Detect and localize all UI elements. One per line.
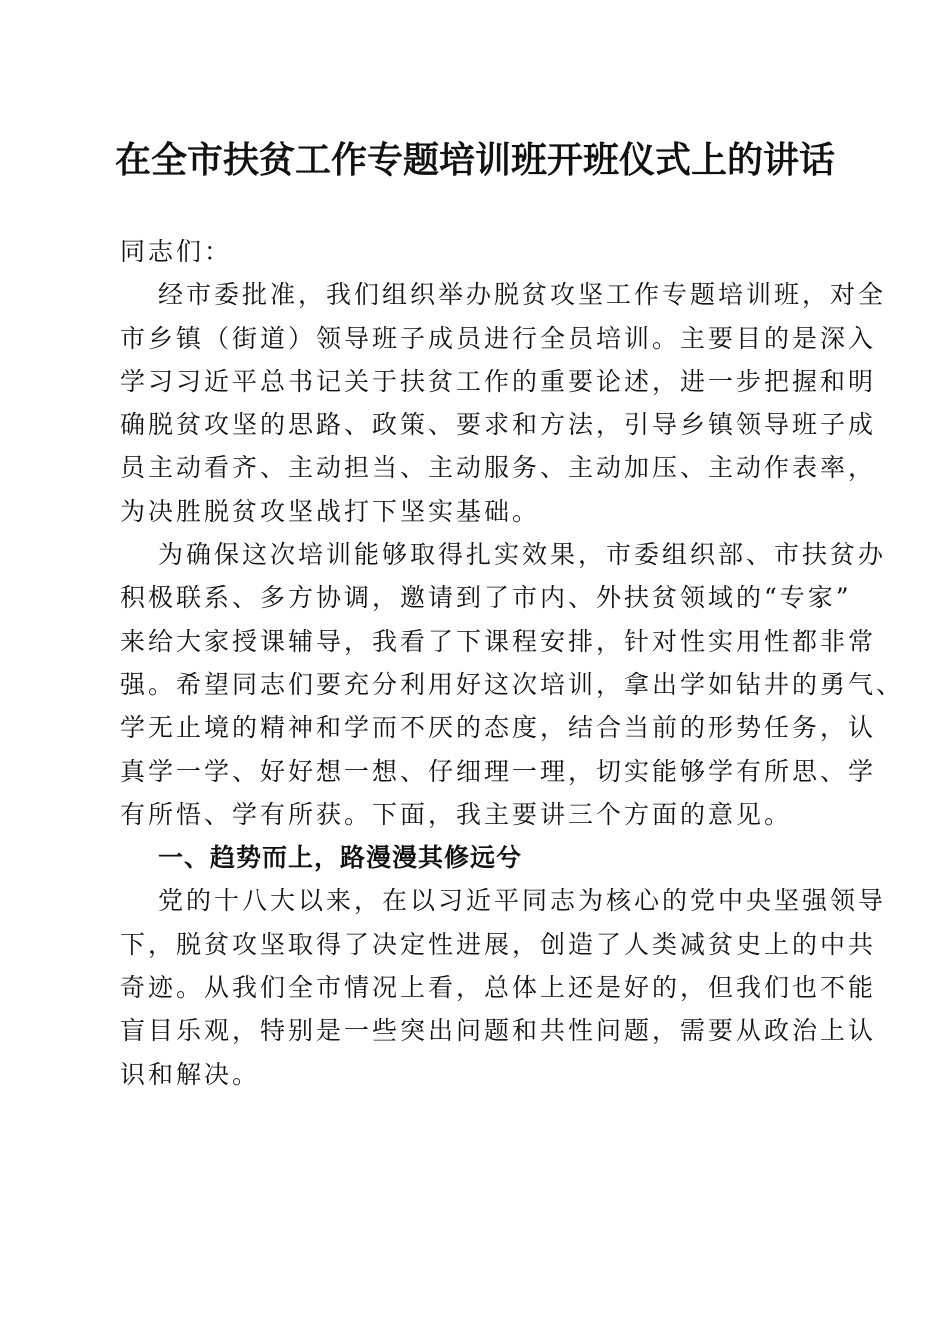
paragraph-line: 强。希望同志们要充分利用好这次培训，拿出学如钻井的勇气、 — [120, 669, 905, 699]
paragraph-line: 为决胜脱贫攻坚战打下坚实基础。 — [120, 496, 541, 526]
paragraph-line: 识和解决。 — [120, 1059, 261, 1089]
section-heading: 一、趋势而上，路漫漫其修远兮 — [158, 843, 523, 873]
paragraph-line: 奇迹。从我们全市情况上看，总体上还是好的，但我们也不能 — [120, 973, 877, 1003]
paragraph-line: 市乡镇（街道）领导班子成员进行全员培训。主要目的是深入 — [120, 323, 877, 353]
salutation: 同志们： — [120, 237, 233, 266]
paragraph-line: 下，脱贫攻坚取得了决定性进展，创造了人类减贫史上的中共 — [120, 929, 877, 959]
paragraph-line: 员主动看齐、主动担当、主动服务、主动加压、主动作表率， — [120, 453, 877, 483]
paragraph-line: 学习习近平总书记关于扶贫工作的重要论述，进一步把握和明 — [120, 366, 877, 396]
paragraph-line: 来给大家授课辅导，我看了下课程安排，针对性实用性都非常 — [120, 626, 877, 656]
paragraph-line: 学无止境的精神和学而不厌的态度，结合当前的形势任务，认 — [120, 713, 877, 743]
paragraph-line: 盲目乐观，特别是一些突出问题和共性问题，需要从政治上认 — [120, 1016, 877, 1046]
paragraph-line: 为确保这次培训能够取得扎实效果，市委组织部、市扶贫办 — [158, 540, 887, 570]
paragraph-line: 有所悟、学有所获。下面，我主要讲三个方面的意见。 — [120, 799, 793, 829]
document-body — [120, 230, 905, 1096]
paragraph-line: 党的十八大以来，在以习近平同志为核心的党中央坚强领导 — [158, 886, 887, 916]
paragraph-line: 确脱贫攻坚的思路、政策、要求和方法，引导乡镇领导班子成 — [120, 410, 877, 440]
paragraph-line: 积极联系、多方协调，邀请到了市内、外扶贫领域的“专家” — [120, 583, 852, 613]
paragraph-line: 真学一学、好好想一想、仔细理一理，切实能够学有所思、学 — [120, 756, 877, 786]
document-title: 在全市扶贫工作专题培训班开班仪式上的讲话 — [114, 139, 835, 181]
paragraph-line: 经市委批准，我们组织举办脱贫攻坚工作专题培训班，对全 — [158, 280, 887, 310]
